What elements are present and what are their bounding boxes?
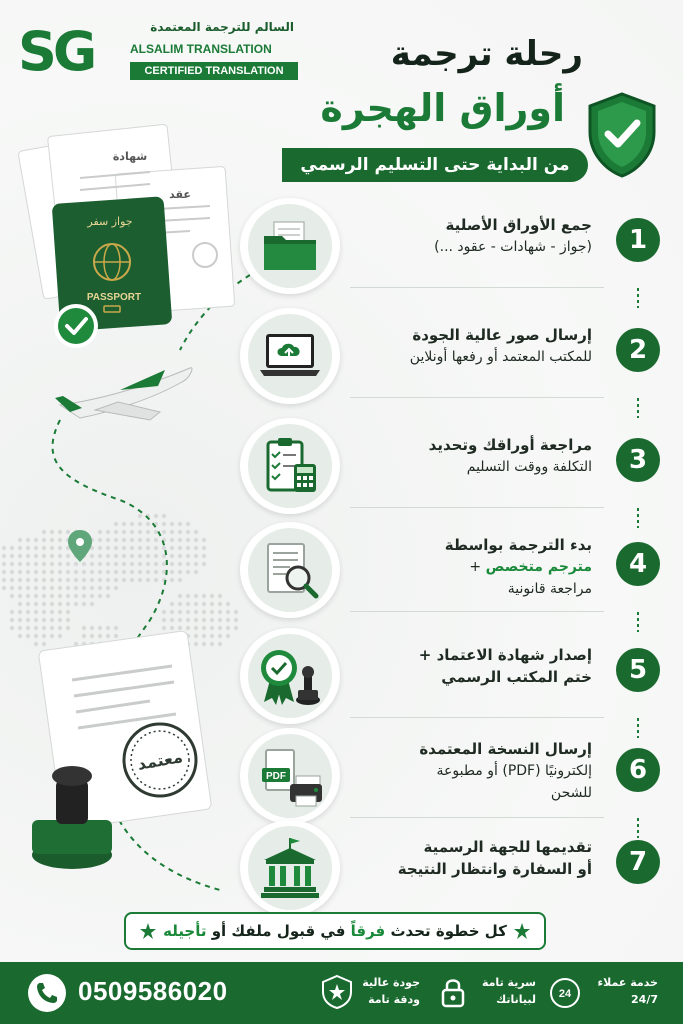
step-1-detail: (جواز - شهادات - عقود ...) (434, 239, 592, 255)
passport-label-arabic: جواز سفر (87, 215, 133, 228)
step-5 (240, 628, 660, 724)
note-text-1: كل خطوة تحدث (385, 922, 507, 940)
feature-privacy (436, 970, 536, 1016)
clock-24-icon (548, 974, 582, 1010)
step-1 (240, 198, 660, 294)
step-6-number: 6 (616, 748, 660, 792)
document-label-certificate: شهادة (112, 150, 148, 163)
passport-label-english: PASSPORT (86, 292, 142, 303)
step-2-detail: للمكتب المعتمد أو رفعها أونلاين (409, 349, 592, 365)
title-line-2: أوراق الهجرة (320, 86, 565, 130)
lock-icon (436, 974, 470, 1010)
step-7 (240, 820, 660, 916)
star-shield-icon (320, 974, 354, 1010)
feature-support (548, 970, 658, 1016)
feature-privacy-line-2: لبياناتك (496, 993, 536, 1006)
step-7-number: 7 (616, 840, 660, 884)
step-3 (240, 418, 660, 514)
logo-mark: SG (18, 20, 94, 83)
airplane-icon (55, 368, 192, 420)
feature-support-line-2: 24/7 (631, 993, 658, 1006)
certified-stamp-label: معتمد (136, 747, 185, 774)
checklist-calculator-icon (256, 432, 324, 500)
step-6-title: إرسال النسخة المعتمدة (419, 740, 592, 758)
note-text-2: في قبول ملفك أو (206, 922, 351, 940)
title-line-1: رحلة ترجمة (390, 34, 583, 74)
phone-number[interactable]: 0509586020 (78, 976, 228, 1006)
location-pin-icon (68, 530, 92, 562)
brand-name-english: ALSALIM TRANSLATION (130, 42, 272, 56)
subtitle-banner: من البداية حتى التسليم الرسمي (282, 148, 588, 182)
document-search-icon (256, 536, 324, 604)
brand-tagline: CERTIFIED TRANSLATION (130, 62, 298, 80)
certificate-stamp-icon (256, 642, 324, 710)
step-5-number: 5 (616, 648, 660, 692)
step-2-number: 2 (616, 328, 660, 372)
step-2 (240, 308, 660, 404)
pdf-printer-icon (256, 742, 324, 810)
step-6-detail: إلكترونيًا (PDF) أو مطبوعة (436, 763, 592, 779)
note-highlight-2: تأجيله (163, 922, 207, 940)
step-7-detail: أو السفارة وانتظار النتيجة (397, 860, 592, 878)
step-3-detail: التكلفة ووقت التسليم (466, 459, 592, 475)
laptop-upload-icon (256, 322, 324, 390)
document-label-contract: عقد (169, 188, 191, 201)
feature-quality-line-1: جودة عالية (362, 976, 420, 989)
step-2-title: إرسال صور عالية الجودة (412, 326, 592, 344)
feature-quality (320, 970, 420, 1016)
step-5-title: إصدار شهادة الاعتماد + (418, 646, 592, 664)
step-5-detail: ختم المكتب الرسمي (441, 668, 592, 686)
step-4-plus: + (469, 559, 486, 575)
step-4-title: بدء الترجمة بواسطة (444, 536, 592, 554)
step-6 (240, 728, 660, 824)
step-7-title: تقديمها للجهة الرسمية (423, 838, 592, 856)
star-icon (514, 923, 530, 939)
star-icon (140, 923, 156, 939)
feature-quality-line-2: ودقة تامة (368, 993, 420, 1006)
brand-name-arabic: السالم للترجمة المعتمدة (150, 20, 294, 34)
clock-24-label: 24 (558, 988, 572, 1000)
brand-logo (18, 18, 294, 90)
step-6-detail-2: للشحن (550, 785, 592, 801)
step-4-number: 4 (616, 542, 660, 586)
feature-privacy-line-1: سرية تامة (481, 976, 536, 989)
feature-support-line-1: خدمة عملاء (597, 976, 658, 989)
step-4-specialist: مترجم متخصص (485, 559, 592, 575)
step-4 (240, 522, 660, 618)
step-1-title: جمع الأوراق الأصلية (445, 216, 592, 234)
check-badge-icon (54, 304, 98, 348)
step-4-detail: مراجعة قانونية (507, 581, 592, 597)
note-highlight-1: فرقاً (350, 922, 386, 940)
pdf-icon-label: PDF (266, 771, 286, 782)
key-message-note (124, 912, 546, 950)
footer-bar (0, 962, 683, 1024)
folder-icon (256, 212, 324, 280)
government-building-icon (256, 834, 324, 902)
shield-check-icon (586, 92, 658, 178)
step-3-number: 3 (616, 438, 660, 482)
step-1-number: 1 (616, 218, 660, 262)
step-3-title: مراجعة أوراقك وتحديد (428, 436, 592, 454)
journey-illustration (0, 100, 250, 920)
phone-icon[interactable] (28, 974, 66, 1012)
